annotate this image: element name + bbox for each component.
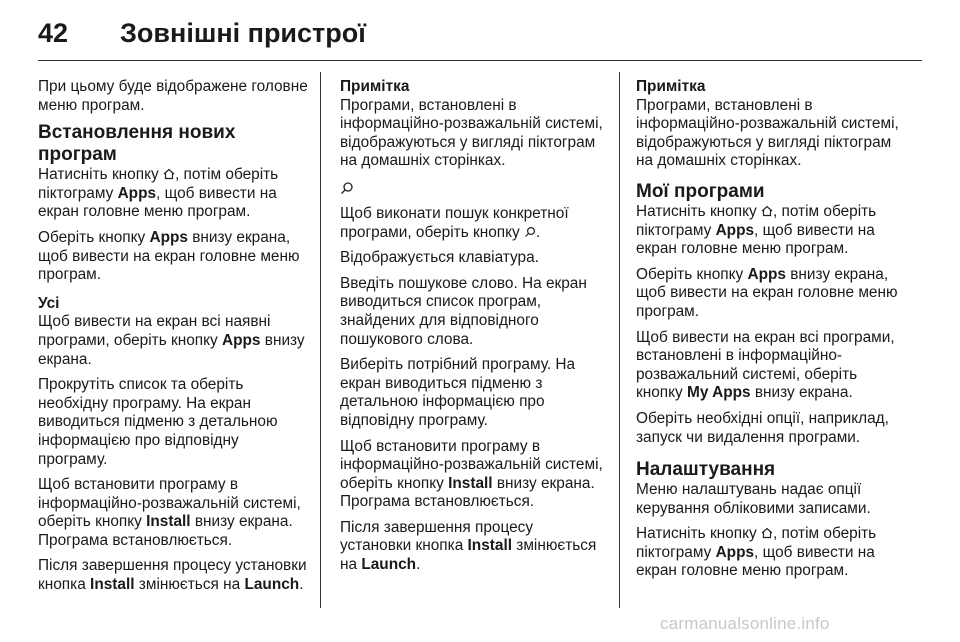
paragraph: Оберіть кнопку Apps внизу екрана, щоб вивести на екран головне меню програм. <box>38 228 300 284</box>
paragraph: Виберіть потрібний програму. На екран виводиться підменю з детальною інформацією про відповідну програму. <box>340 356 576 429</box>
paragraph: Щоб встановити програму в інформаційно-розважальній системі, оберіть кнопку Install внизу екрана. Програма встановлюється. <box>38 476 301 549</box>
paragraph: Натисніть кнопку , потім оберіть піктограму Apps, щоб вивести на екран головне меню програм. <box>636 525 877 580</box>
search-icon <box>340 181 608 201</box>
note-title: Примітка <box>636 78 706 95</box>
column-divider <box>619 72 620 608</box>
header-rule <box>38 60 922 61</box>
note-text: Програми, встановлені в інформаційно-розважальній системі, відображуються у вигляді піктограм на домашніх сторінках. <box>636 96 899 170</box>
paragraph: Щоб вивести на екран всі програми, встановлені в інформаційно-розважальний системі, оберіть кнопку My Apps внизу екрана. <box>636 328 895 402</box>
home-icon <box>163 168 175 180</box>
paragraph: Оберіть необхідні опції, наприклад, запуск чи видалення програми. <box>636 409 889 446</box>
paragraph: Натисніть кнопку , потім оберіть піктограму Apps, щоб вивести на екран головне меню програм. <box>636 202 877 258</box>
all-heading: Усі <box>38 294 60 312</box>
home-icon <box>761 205 773 217</box>
settings-heading: Налаштування <box>636 459 776 481</box>
paragraph: Щоб вивести на екран всі наявні програми, оберіть кнопку Apps внизу екрана. <box>38 313 305 368</box>
note-title: Примітка <box>340 78 410 95</box>
paragraph: Після завершення процесу установки кнопка Install змінюється на Launch. <box>340 518 597 574</box>
home-icon <box>761 527 773 539</box>
paragraph: Введіть пошукове слово. На екран виводиться список програм, знайдених для відповідного пошукового слова. <box>340 274 587 348</box>
column-divider <box>320 72 321 608</box>
paragraph: Меню налаштувань надає опції керування обліковими записами. <box>636 481 871 517</box>
install-heading: Встановлення нових програм <box>38 122 236 166</box>
paragraph: Після завершення процесу установки кнопка Install змінюється на Launch. <box>38 557 307 594</box>
intro-paragraph: При цьому буде відображене головне меню програм. <box>38 78 308 114</box>
note-box <box>340 78 608 171</box>
watermark: carmanualsonline.info <box>660 614 830 633</box>
paragraph: Оберіть кнопку Apps внизу екрана, щоб вивести на екран головне меню програм. <box>636 265 898 320</box>
paragraph: Натисніть кнопку , потім оберіть піктограму Apps, щоб вивести на екран головне меню програм. <box>38 166 279 221</box>
column-left <box>38 78 310 602</box>
paragraph: Відображується клавіатура. <box>340 249 539 267</box>
note-text: Програми, встановлені в інформаційно-розважальній системі, відображуються у вигляді піктограм на домашніх сторінках. <box>340 96 603 170</box>
column-middle <box>340 78 608 582</box>
myapps-heading: Мої програми <box>636 180 765 202</box>
page-title: Зовнішні пристрої <box>120 17 366 48</box>
search-icon <box>524 226 536 238</box>
column-right <box>636 78 906 588</box>
note-box <box>636 78 906 171</box>
paragraph: Щоб встановити програму в інформаційно-розважальній системі, оберіть кнопку Install внизу екрана. Програма встановлюється. <box>340 437 603 511</box>
paragraph: Щоб виконати пошук конкретної програми, оберіть кнопку . <box>340 204 569 241</box>
paragraph: Прокрутіть список та оберіть необхідну програму. На екран виводиться підменю з детальною інформацією про відповідну програму. <box>38 376 278 468</box>
page-number: 42 <box>38 17 69 48</box>
page-header <box>38 16 366 50</box>
